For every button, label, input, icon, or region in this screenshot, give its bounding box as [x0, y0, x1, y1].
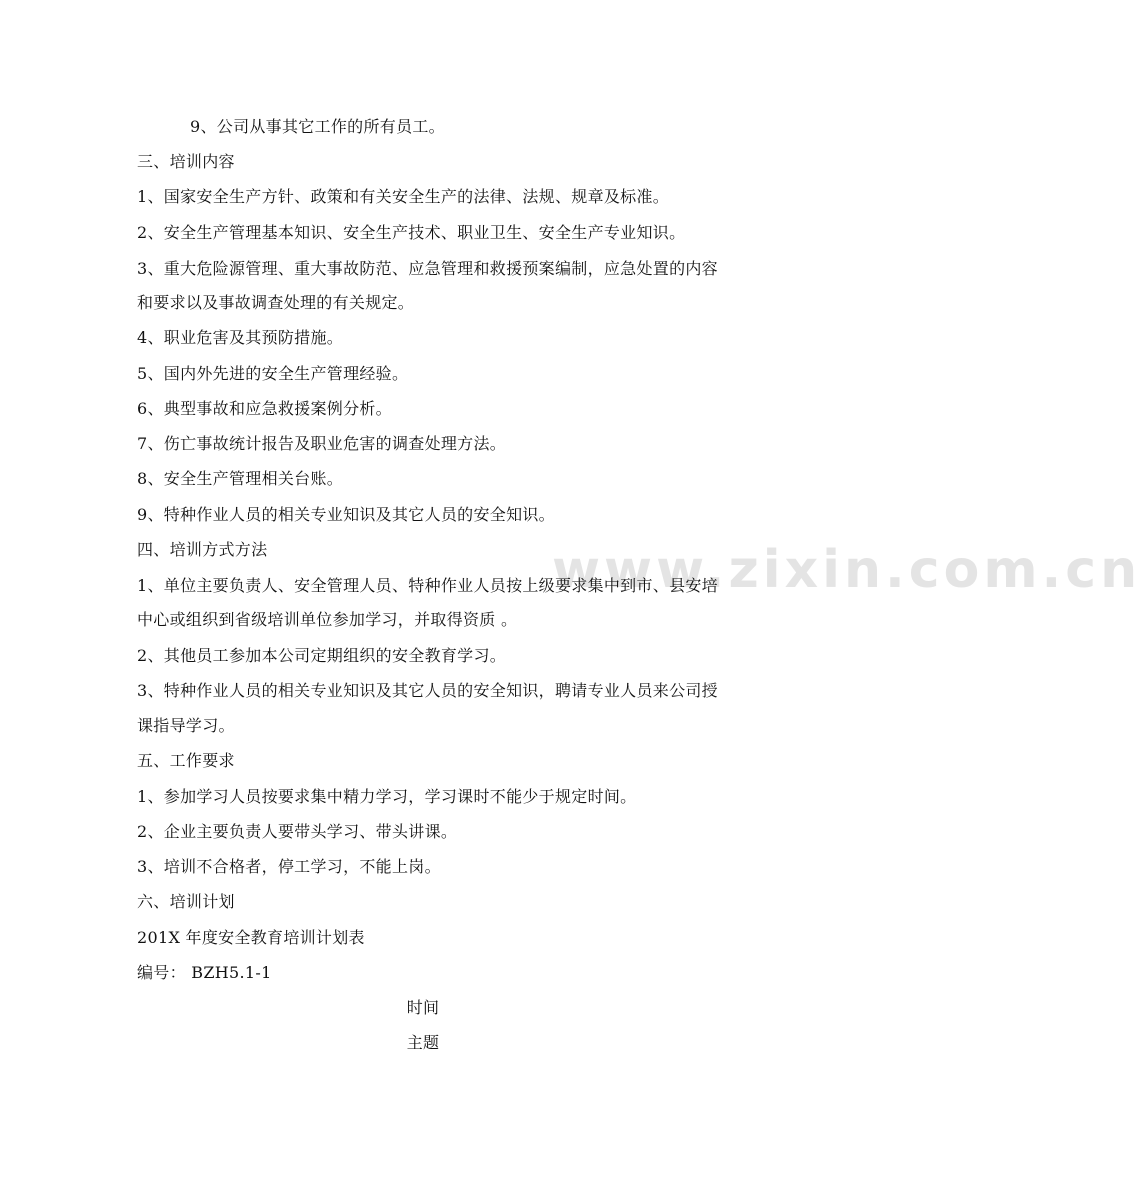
list-item-content-3-cont: 和要求以及事故调查处理的有关规定。	[137, 293, 415, 312]
list-item-method-1-cont: 中心或组织到省级培训单位参加学习，并取得资质 。	[137, 610, 518, 629]
list-item-method-3-cont: 课指导学习。	[137, 716, 235, 735]
section-heading-training-methods: 四、培训方式方法	[137, 540, 268, 559]
list-item-requirement-3: 3、培训不合格者，停工学习，不能上岗。	[137, 857, 441, 876]
list-item-content-8: 8、安全生产管理相关台账。	[137, 469, 344, 488]
section-heading-training-plan: 六、培训计划	[137, 892, 235, 911]
table-header-time: 时间	[406, 998, 440, 1017]
list-item-content-4: 4、职业危害及其预防措施。	[137, 328, 344, 347]
section-heading-work-requirements: 五、工作要求	[137, 751, 235, 770]
table-header-topic: 主题	[406, 1033, 440, 1052]
list-item-method-1: 1、单位主要负责人、安全管理人员、特种作业人员按上级要求集中到市、县安培	[137, 576, 718, 595]
section-heading-training-content: 三、培训内容	[137, 152, 235, 171]
list-item-content-1: 1、国家安全生产方针、政策和有关安全生产的法律、法规、规章及标准。	[137, 187, 670, 206]
list-item-requirement-1: 1、参加学习人员按要求集中精力学习，学习课时不能少于规定时间。	[137, 787, 637, 806]
list-item-content-5: 5、国内外先进的安全生产管理经验。	[137, 364, 409, 383]
list-item-method-2: 2、其他员工参加本公司定期组织的安全教育学习。	[137, 646, 507, 665]
plan-table-title: 201X 年度安全教育培训计划表	[137, 928, 365, 947]
list-item-content-9: 9、特种作业人员的相关专业知识及其它人员的安全知识。	[137, 505, 555, 524]
list-item-requirement-2: 2、企业主要负责人要带头学习、带头讲课。	[137, 822, 458, 841]
list-item-staff-9: 9、公司从事其它工作的所有员工。	[190, 117, 445, 136]
list-item-content-2: 2、安全生产管理基本知识、安全生产技术、职业卫生、安全生产专业知识。	[137, 223, 686, 242]
list-item-content-3: 3、重大危险源管理、重大事故防范、应急管理和救援预案编制，应急处置的内容	[137, 259, 718, 278]
plan-table-number: 编号： BZH5.1-1	[137, 963, 272, 982]
watermark: www.zixin.com.cn	[552, 540, 1141, 600]
list-item-content-7: 7、伤亡事故统计报告及职业危害的调查处理方法。	[137, 434, 507, 453]
list-item-content-6: 6、典型事故和应急救援案例分析。	[137, 399, 392, 418]
list-item-method-3: 3、特种作业人员的相关专业知识及其它人员的安全知识，聘请专业人员来公司授	[137, 681, 718, 700]
